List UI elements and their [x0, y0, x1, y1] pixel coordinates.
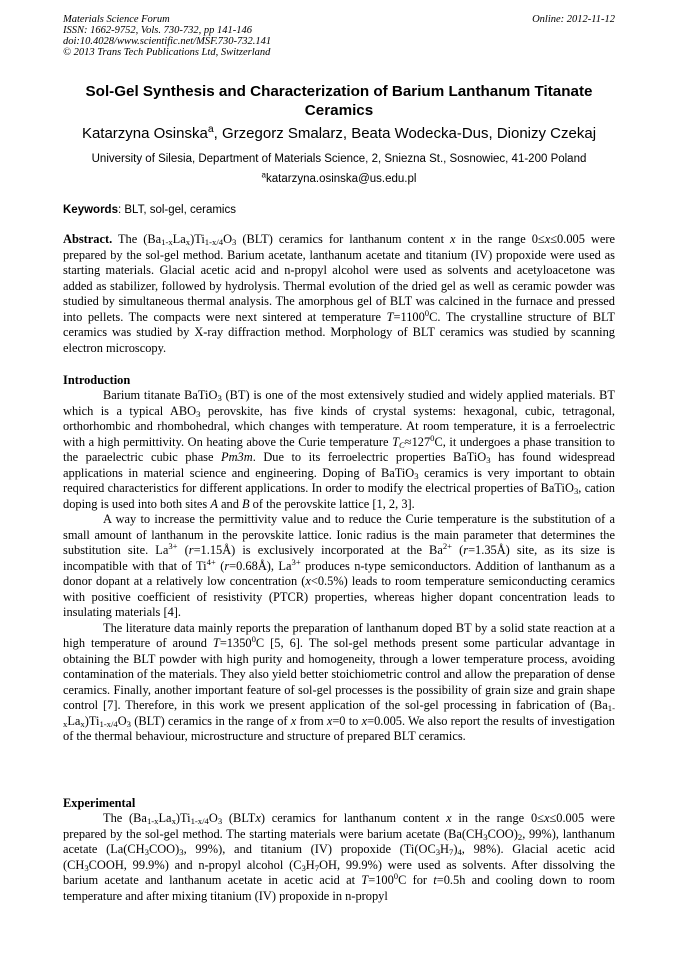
journal-issn: ISSN: 1662-9752, Vols. 730-732, pp 141-146: [63, 25, 252, 36]
first-author: Katarzyna Osinska: [81, 125, 208, 142]
online-date: Online: 2012-11-12: [532, 14, 615, 25]
introduction-heading: Introduction: [63, 373, 131, 387]
other-authors: , Grzegorz Smalarz, Beata Wodecka-Dus, Dionizy Czekaj: [213, 125, 597, 142]
keywords-label: Keywords: [63, 204, 118, 216]
intro-paragraph-2: A way to increase the permittivity value and to reduce the Curie temperature is the substitution of a small amount of lanthanum in the perovskite lattice. Ionic radius is the main parameter that determines the substitution site. $La^{3+}$ (r=1.15Å) is exclusively incorporated at the $Ba^{2+}$ (r=1.35Å) site, as its size is incompatible with that of $Ti^{4+}$ (r=0.68Å), $La^{3+}$ produces n-type semiconductors. Addition of lanthanum as a donor dopant at a relatively low concentration (x<0.5%) leads to room temperature semiconducting ceramics with positive coefficient of resistivity (PTCR) properties, whereas higher dopant concentration leads to insulating materials [4].: [63, 512, 615, 619]
journal-header: [63, 14, 271, 58]
intro-paragraph-3: The literature data mainly reports the preparation of lanthanum doped BT by a solid state reaction at a high temperature of around $T=1350^0C$ [5, 6]. The sol-gel methods present some particular advantage in obtaining the BLT powder with high purity and homogeneity, through a lower temperature process, avoiding contamination of the materials. They also yield better stoichiometric control and allow the preparation of dense ceramics. Finally, another important feature of sol-gel processes is the possibility of grain size and grain shape control [7]. Therefore, in this work we present application of the sol-gel processing in fabrication of $(Ba_{1-x}La_x)Ti_{1-x/4}O_3$ (BLT) ceramics in the range of x from x=0 to x=0.005. We also report the results of investigation of the thermal behaviour, microstructure and structure of prepared BLT ceramics.: [63, 620, 615, 743]
keywords: [63, 203, 615, 217]
journal-copyright: © 2013 Trans Tech Publications Ltd, Switzerland: [63, 47, 271, 58]
introduction-body: [63, 388, 615, 745]
affiliation: University of Silesia, Department of Materials Science, 2, Sniezna St., Sosnowiec, 41-200 Poland: [91, 153, 587, 165]
first-author-mark: a: [207, 123, 214, 136]
email-mark: a: [261, 170, 267, 180]
experimental-paragraph: The $(Ba_{1-x}La_x)Ti_{1-x/4}O_3$ (BLTx) ceramics for lanthanum content x in the range 0≤x≤0.005 were prepared by the sol-gel method. The starting materials were barium acetate ($Ba(CH_3COO)_2$, 99%), lanthanum acetate ($La(CH_3COO)_3$, 99%), and titanium (IV) propoxide ($Ti(OC_3H_7)_4$, 98%). Glacial acetic acid ($CH_3COOH$, 99.9%) and n-propyl alcohol ($C_3H_7OH$, 99.9%) were used as solvents. After dissolving the barium acetate and lanthanum acetate in acetic acid at $T=100^0C$ for t=0.5h and cooling down to room temperature and after mixing titanium (IV) propoxide in n-propyl: [63, 811, 616, 903]
author-email-line: [63, 172, 615, 186]
intro-paragraph-1: Barium titanate BaTiO$_3$ (BT) is one of the most extensively studied and widely applied materials. BT which is a typical $ABO_3$ perovskite, has five kinds of crystal systems: hexagonal, cubic, tetragonal, orthorhombic and rhombohedral, which changes with temperature. At room temperature, it is a ferroelectric with a high permittivity. On heating above the Curie temperature $T_C\approx 127^0C$, it undergoes a phase transition to the paraelectric cubic phase Pm3m. Due to its ferroelectric properties BaTiO$_3$ has found widespread applications in material science and engineering. Doping of BaTiO$_3$ ceramics is very important to obtain required characteristics for different applications. In order to modify the electrical properties of BaTiO$_3$, cation doping is used into both sites A and B of the perovskite lattice [1, 2, 3].: [63, 388, 616, 511]
experimental-body: [63, 811, 615, 904]
paper-title: Sol-Gel Synthesis and Characterization of Barium Lanthanum Titanate Ceramics: [85, 83, 593, 119]
abstract-text: The $(Ba_{1-x}La_x)Ti_{1-x/4}O_3$ (BLT) ceramics for lanthanum content x in the range 0≤x≤0.005 were prepared by the sol-gel method. Barium acetate, lanthanum acetate and titanium (IV) propoxide were used as starting materials. Glacial acetic acid and n-propyl alcohol were used as solvents and acetyloacetone was added as stabilizer, followed by hydrolysis. Thermal evolution of the dried gel as well as ceramic powder was studied by simultaneous thermal analysis. The amorphous gel of BLT was calcined in the furnace and pressed into pellets. The compacts were next sintered at temperature $T=1100^0C$. The crystalline structure of BLT ceramics was studied by X-ray diffraction method. Morphology of BLT ceramics was studied by scanning electron microscopy.: [63, 232, 615, 355]
author-email: katarzyna.osinska@us.edu.pl: [266, 173, 417, 185]
experimental-heading: Experimental: [63, 796, 136, 810]
journal-name: Materials Science Forum: [63, 14, 170, 25]
journal-doi: doi:10.4028/www.scientific.net/MSF.730-732.141: [63, 36, 272, 47]
keywords-list: : BLT, sol-gel, ceramics: [117, 204, 236, 216]
author-list: [40, 124, 638, 143]
abstract: [63, 232, 615, 356]
abstract-label: Abstract.: [63, 232, 113, 246]
